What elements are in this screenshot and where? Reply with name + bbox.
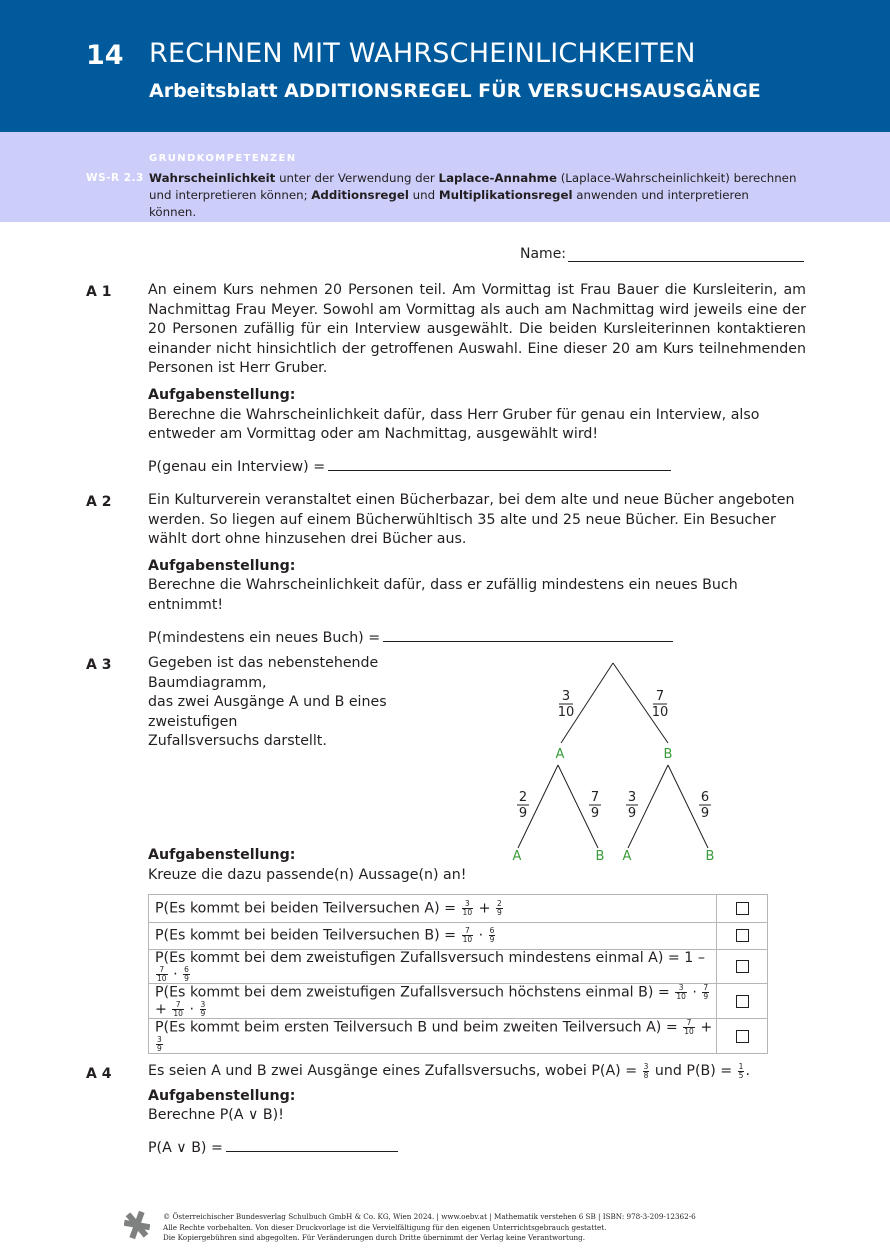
fraction: [462, 927, 474, 944]
task-a2-instruction: Berechne die Wahrscheinlichkeit dafür, dass er zufällig mindestens ein neues Buch entnimmt!: [148, 577, 738, 613]
tree-diagram: [500, 655, 740, 870]
competence-text-part: unter der Verwendung der: [275, 171, 439, 185]
fraction: [489, 927, 496, 944]
numerator: 3: [675, 984, 687, 993]
option-row-3: [149, 950, 768, 984]
leaf-ab: B: [595, 849, 605, 864]
denominator: 9: [184, 974, 189, 983]
option-row-5: [149, 1019, 768, 1054]
competence-code: WS-R 2.3: [86, 172, 144, 184]
prob-bb-fraction: [699, 790, 711, 821]
numerator: 1: [738, 1061, 744, 1071]
name-input-line[interactable]: [568, 261, 804, 262]
task-a4-instruction: Berechne P(A ∨ B)!: [148, 1107, 284, 1124]
fraction: [183, 966, 190, 983]
denominator: 5: [738, 1070, 744, 1080]
competence-text-part: (Laplace-Wahrscheinlichkeit) berechnen und interpretieren können;: [149, 171, 797, 202]
name-label: Name:: [520, 246, 567, 262]
checkbox-cell-3: [717, 950, 768, 984]
option-row-2: [149, 922, 768, 950]
numerator: 7: [156, 966, 168, 975]
option-text-2: [149, 922, 717, 950]
page-header: [0, 0, 890, 132]
operator: ·: [692, 984, 697, 1001]
checkbox-1[interactable]: [736, 902, 749, 915]
denominator: 10: [157, 974, 167, 983]
fraction-pa: [643, 1063, 650, 1080]
option-5-statement: P(Es kommt beim ersten Teilversuch B und beim zweiten Teilversuch A) =: [155, 1019, 683, 1036]
checkbox-cell-4: [717, 984, 768, 1019]
operator: +: [155, 1001, 167, 1018]
task-a2-answer-line[interactable]: [383, 627, 673, 642]
worksheet-title: Arbeitsblatt ADDITIONSREGEL FÜR VERSUCHSAUSGÄNGE: [149, 80, 761, 102]
task-a4-text-part: .: [745, 1063, 750, 1079]
numerator: 3: [643, 1061, 649, 1071]
prob-a-fraction: [558, 689, 575, 720]
task-a1-answer-label: P(genau ein Interview) =: [148, 458, 326, 475]
task-a1: [148, 281, 806, 477]
competence-text-part: und: [408, 188, 439, 202]
answer-options-table: [148, 894, 768, 1054]
task-a3-intro-line: Zufallsversuchs darstellt.: [148, 733, 327, 750]
operator: ·: [189, 1001, 194, 1018]
task-a4-answer-line[interactable]: [226, 1137, 398, 1152]
fraction: [675, 984, 687, 1001]
task-a3-intro-line: das zwei Ausgänge A und B eines zweistufigen: [148, 694, 387, 730]
numerator: 3: [200, 1000, 206, 1009]
footer-line: Die Kopiergebühren sind abgegolten. Für Veränderungen durch Dritte übernimmt der Verlag keine Verantwortung.: [163, 1233, 585, 1242]
task-a4-answer-label: P(A ∨ B) =: [148, 1139, 223, 1156]
prob-b-numerator: 7: [655, 689, 665, 704]
denominator: 9: [703, 992, 709, 1001]
task-a2-subheading: Aufgabenstellung:: [148, 557, 296, 574]
prob-a-numerator: 3: [561, 689, 571, 704]
option-text-5: [149, 1019, 717, 1054]
task-a3-subheading: Aufgabenstellung:: [148, 847, 296, 863]
task-label-a1: A 1: [86, 284, 112, 300]
fraction: [683, 1019, 695, 1036]
competence-term: Wahrscheinlichkeit: [149, 171, 276, 185]
prob-ab-denominator: 9: [590, 806, 600, 821]
checkbox-cell-5: [717, 1019, 768, 1054]
denominator: 9: [200, 1009, 206, 1018]
prob-bb-numerator: 6: [700, 790, 710, 805]
competence-term: Additionsregel: [311, 188, 409, 202]
prob-ba-denominator: 9: [627, 806, 637, 821]
fraction-pb: [738, 1063, 745, 1080]
publisher-logo-icon: [124, 1211, 150, 1239]
operator: ·: [478, 927, 484, 944]
checkbox-2[interactable]: [736, 929, 749, 942]
task-a2: [148, 491, 806, 648]
task-a2-answer: [148, 627, 806, 649]
checkbox-cell-1: [717, 895, 768, 923]
node-b: B: [663, 747, 673, 762]
leaf-aa: A: [512, 849, 522, 864]
prob-ba-numerator: 3: [627, 790, 637, 805]
option-text-4: [149, 984, 717, 1019]
tree-branches: [518, 663, 708, 848]
task-a4-subheading: Aufgabenstellung:: [148, 1087, 296, 1104]
competence-text-part: anwenden und interpretieren können.: [149, 188, 749, 219]
leaf-ba: A: [622, 849, 632, 864]
denominator: 10: [173, 1009, 183, 1018]
denominator: 9: [497, 907, 502, 917]
competence-heading: GRUNDKOMPETENZEN: [149, 153, 297, 164]
fraction: [200, 1001, 207, 1018]
denominator: 9: [157, 1044, 162, 1053]
task-a1-instruction: Berechne die Wahrscheinlichkeit dafür, dass Herr Gruber für genau ein Interview, also entweder am Vormittag oder am Nachmittag, ausgewählt wird!: [148, 406, 760, 443]
option-4-statement: P(Es kommt bei dem zweistufigen Zufallsversuch höchstens einmal B) =: [155, 984, 675, 1001]
denominator: 10: [462, 935, 473, 945]
option-row-4: [149, 984, 768, 1019]
option-2-statement: P(Es kommt bei beiden Teilversuchen B) =: [155, 927, 461, 944]
checkbox-cell-2: [717, 922, 768, 950]
numerator: 7: [683, 1019, 695, 1028]
prob-aa-numerator: 2: [518, 790, 528, 805]
checkbox-4[interactable]: [736, 995, 749, 1008]
option-3-statement: P(Es kommt bei dem zweistufigen Zufallsversuch mindestens einmal A) = 1 –: [155, 950, 705, 966]
task-a3-intro-line: Gegeben ist das nebenstehende Baumdiagramm,: [148, 655, 379, 691]
leaf-bb: B: [705, 849, 715, 864]
task-a1-subheading: Aufgabenstellung:: [148, 386, 296, 403]
task-label-a3: A 3: [86, 657, 112, 673]
fraction: [462, 900, 474, 917]
competence-term: Laplace-Annahme: [438, 171, 557, 185]
task-a3-intro: [148, 654, 478, 752]
numerator: 7: [703, 983, 709, 992]
footer-text: [163, 1212, 696, 1244]
fraction: [172, 1001, 184, 1018]
prob-a-denominator: 10: [557, 705, 575, 720]
numerator: 6: [489, 926, 495, 936]
operator: +: [700, 1019, 713, 1036]
footer-line: © Österreichischer Bundesverlag Schulbuch GmbH & Co. KG, Wien 2024. | www.oebv.at | Mathematik verstehen 6 SB | ISBN: 978-3-209-12362-6: [163, 1212, 696, 1221]
task-a1-answer: [148, 456, 806, 478]
chapter-title: RECHNEN MIT WAHRSCHEINLICHKEITEN: [149, 38, 696, 69]
task-a2-answer-label: P(mindestens ein neues Buch) =: [148, 629, 381, 646]
prob-ab-fraction: [589, 790, 601, 821]
denominator: 8: [643, 1070, 649, 1080]
task-a3-instruction: Kreuze die dazu passende(n) Aussage(n) an!: [148, 866, 467, 883]
prob-aa-fraction: [517, 790, 529, 821]
numerator: 3: [157, 1035, 162, 1044]
denominator: 9: [489, 935, 495, 945]
fraction: [156, 966, 168, 983]
numerator: 6: [184, 965, 189, 974]
option-1-statement: P(Es kommt bei beiden Teilversuchen A) =: [155, 900, 461, 917]
task-label-a2: A 2: [86, 494, 112, 510]
fraction: [702, 984, 709, 1001]
numerator: 7: [172, 1001, 184, 1010]
option-text-3: [149, 950, 717, 984]
task-a4-text-part: und P(B) =: [650, 1063, 737, 1079]
denominator: 10: [684, 1027, 694, 1036]
prob-b-fraction: [652, 689, 669, 720]
footer-line: Alle Rechte vorbehalten. Von dieser Druckvorlage ist die Vervielfältigung für den eigenen Unterrichtsgebrauch gestattet.: [163, 1222, 607, 1232]
task-a4: [148, 1062, 806, 1158]
task-a4-text: [148, 1062, 806, 1082]
task-a4-text-part: Es seien A und B zwei Ausgänge eines Zufallsversuchs, wobei P(A) =: [148, 1063, 642, 1079]
prob-b-denominator: 10: [651, 705, 669, 720]
competence-box: [0, 132, 890, 222]
task-label-a4: A 4: [86, 1066, 112, 1082]
operator: ·: [173, 966, 178, 983]
competence-text: [149, 170, 799, 221]
task-a4-answer: [148, 1137, 806, 1159]
denominator: 10: [676, 992, 686, 1001]
fraction: [156, 1036, 163, 1053]
checkbox-3[interactable]: [736, 960, 749, 973]
denominator: 10: [462, 907, 473, 917]
numerator: 2: [497, 898, 502, 908]
prob-ba-fraction: [626, 790, 638, 821]
chapter-number: 14: [86, 40, 124, 71]
option-text-1: [149, 895, 717, 923]
prob-ab-numerator: 7: [590, 790, 600, 805]
task-a1-text: An einem Kurs nehmen 20 Personen teil. Am Vormittag ist Frau Bauer die Kursleiterin, am Nachmittag Frau Meyer. Sowohl am Vormittag als auch am Nachmittag wird jeweils eine der 20 Personen zufällig für ein Interview ausgewählt. Die beiden Kursleiterinnen kontaktieren einander nicht hinsichtlich der getroffenen Auswahl. Eine dieser 20 am Kurs teilnehmenden Personen ist Herr Gruber.: [148, 282, 806, 377]
fraction: [496, 900, 503, 917]
numerator: 7: [462, 927, 474, 936]
node-a: A: [555, 747, 565, 762]
competence-term: Multiplikationsregel: [438, 188, 573, 202]
numerator: 3: [462, 900, 474, 909]
operator: +: [478, 900, 491, 917]
prob-bb-denominator: 9: [700, 806, 710, 821]
task-a3-task: [148, 846, 478, 885]
option-row-1: [149, 895, 768, 923]
task-a2-text: Ein Kulturverein veranstaltet einen Bücherbazar, bei dem alte und neue Bücher angeboten werden. So liegen auf einem Bücherwühltisch 35 alte und 25 neue Bücher. Ein Besucher wählt dort ohne hinzusehen drei Bücher aus.: [148, 492, 795, 548]
prob-aa-denominator: 9: [518, 806, 528, 821]
checkbox-5[interactable]: [736, 1030, 749, 1043]
task-a1-answer-line[interactable]: [328, 456, 671, 471]
